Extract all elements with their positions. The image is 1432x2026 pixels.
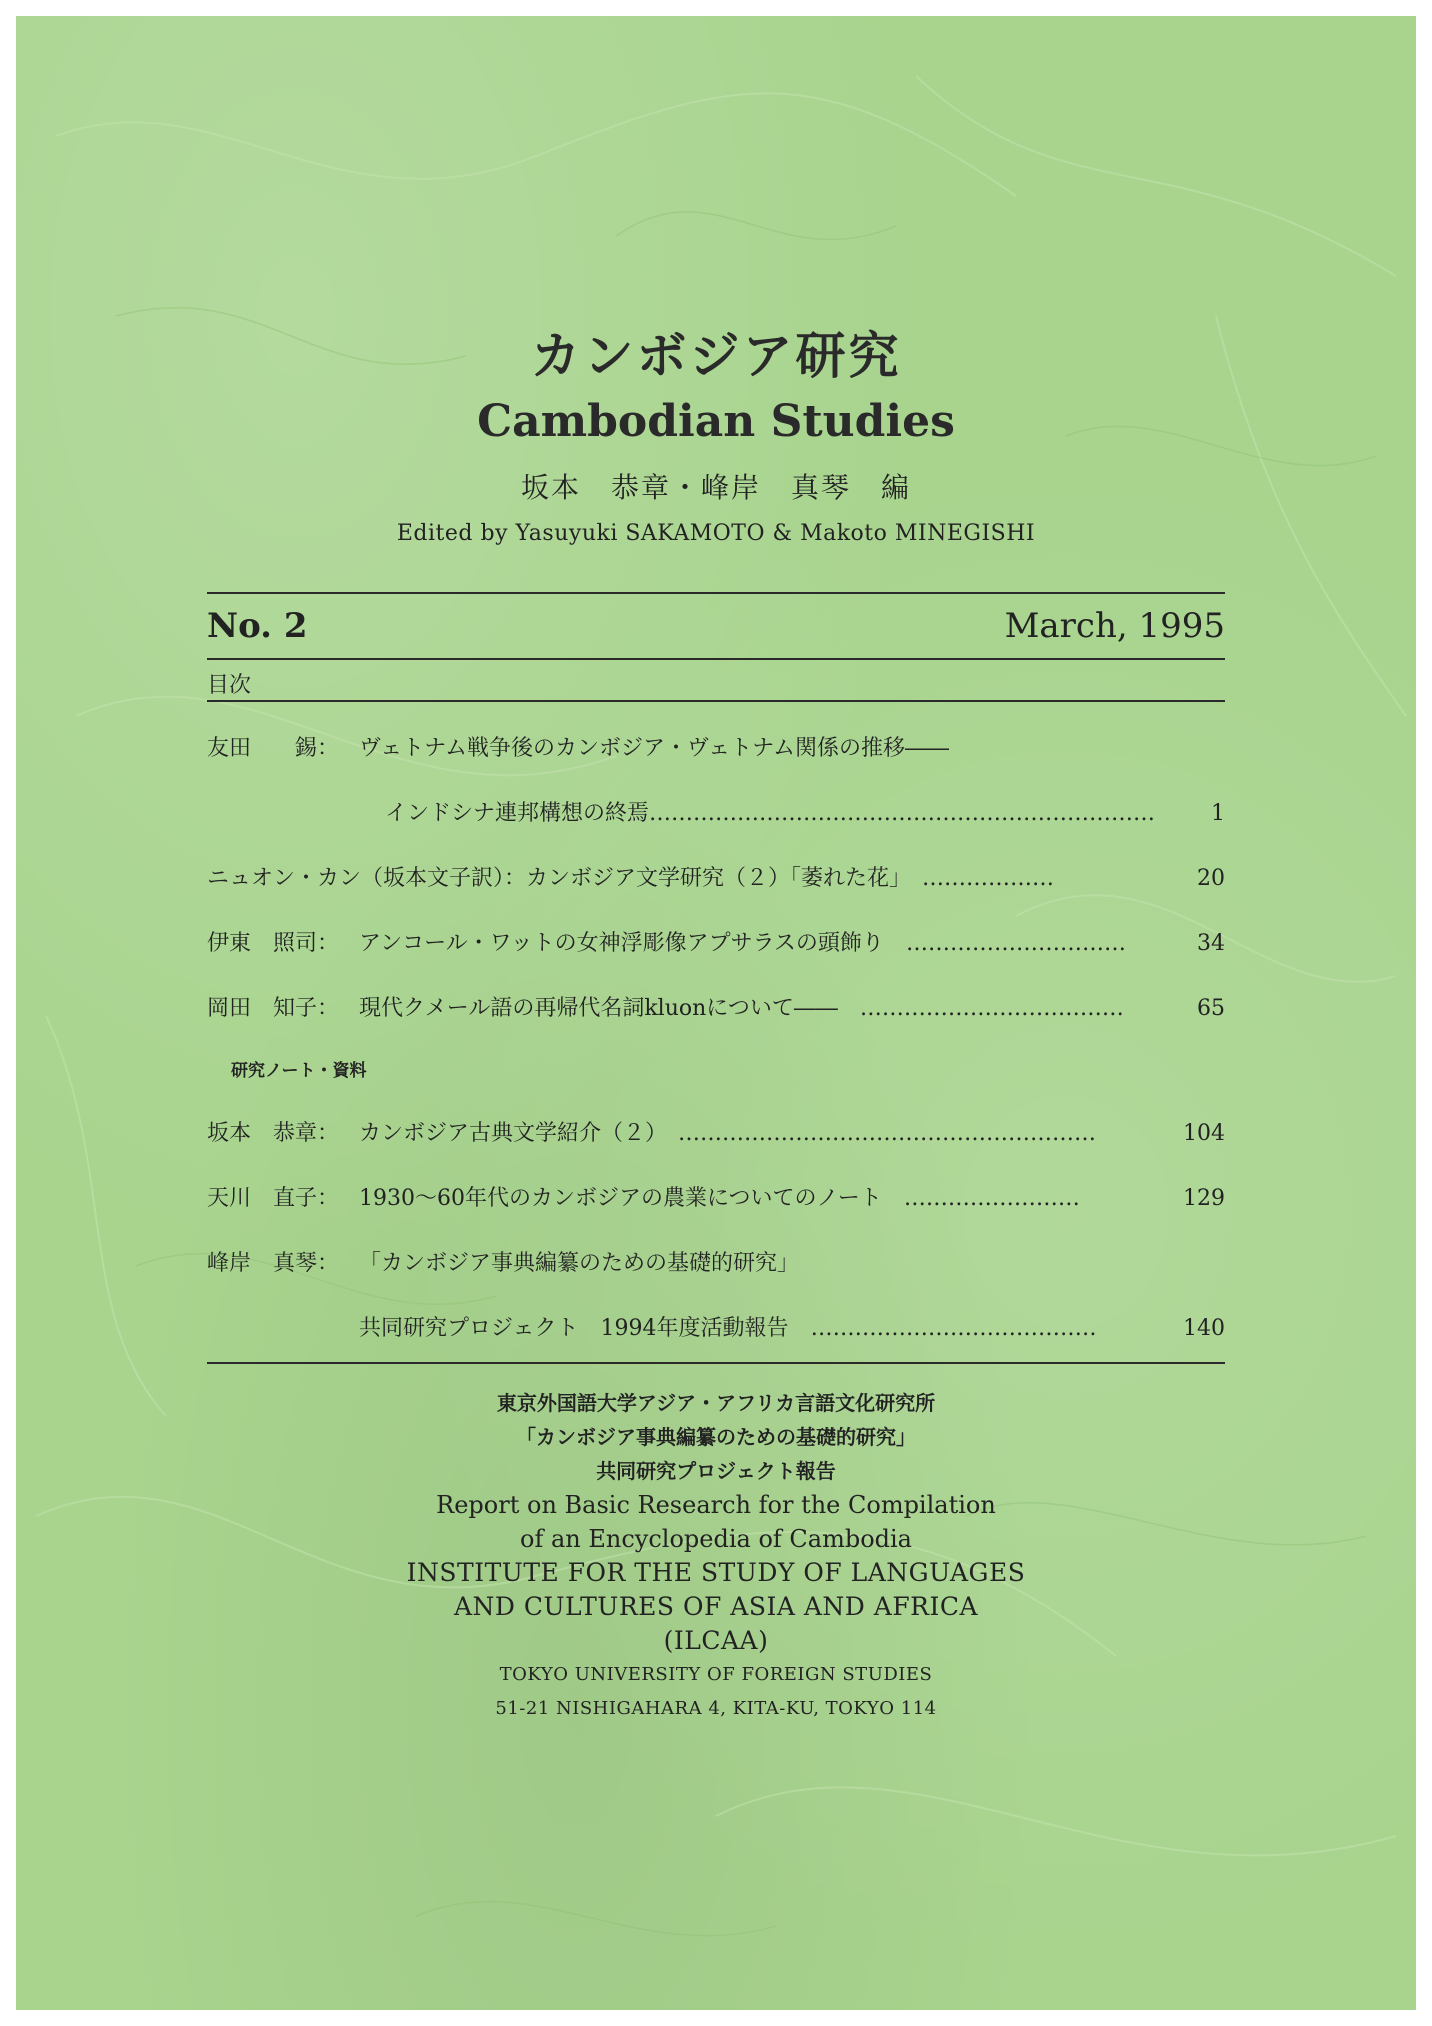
toc-title: カンボジア古典文学紹介（２） ………………………………………………… [359,1121,1097,1146]
issue-row [207,606,1225,656]
report-title-en-2: of an Encyclopedia of Cambodia [520,1525,912,1553]
report-label-ja: 共同研究プロジェクト報告 [596,1459,836,1483]
report-title-en-1: Report on Basic Research for the Compilation [436,1491,996,1519]
divider-issue [207,658,1225,660]
toc-author: 天川 直子： [207,1186,340,1211]
toc-entry [207,846,1225,911]
toc-title: インドシナ連邦構想の終焉…………………………………………………………… [385,801,1156,826]
toc-leader-dots: ……………………………… [859,996,1124,1021]
table-of-contents [207,716,1225,1361]
toc-section-heading [207,1041,1225,1101]
editors-english: Edited by Yasuyuki SAKAMOTO & Makoto MINEGISHI [396,521,1036,546]
university-name: TOKYO UNIVERSITY OF FOREIGN STUDIES [499,1664,933,1685]
divider-bottom [207,1362,1225,1364]
toc-author: 峰岸 真琴： [207,1251,340,1276]
toc-page: 1 [1211,801,1225,826]
publisher-block [16,1386,1416,1726]
toc-leader-dots: ………………………………… [810,1316,1097,1341]
toc-page: 104 [1183,1121,1225,1146]
toc-page: 140 [1183,1316,1225,1341]
toc-entry [207,1101,1225,1166]
toc-entry [207,1231,1225,1296]
toc-title: アンコール・ワットの女神浮彫像アプサラスの頭飾り ………………………… [359,931,1126,956]
toc-leader-dots: ……………… [922,866,1055,891]
divider-top [207,592,1225,594]
toc-heading: 目次 [207,673,252,698]
toc-page: 129 [1183,1186,1225,1211]
toc-entry [207,911,1225,976]
toc-title: 共同研究プロジェクト 1994年度活動報告 ………………………………… [359,1316,1097,1341]
institute-acronym: (ILCAA) [663,1626,769,1655]
toc-title: 1930～60年代のカンボジアの農業についてのノート …………………… [359,1186,1080,1211]
editors-japanese: 坂本 恭章・峰岸 真琴 編 [520,471,911,504]
toc-author: 坂本 恭章： [207,1121,340,1146]
toc-entry [207,1166,1225,1231]
toc-page: 20 [1197,866,1225,891]
toc-page: 65 [1197,996,1225,1021]
toc-entry [207,781,1225,846]
toc-title: ニュオン・カン（坂本文子訳）：カンボジア文学研究（２）「萎れた花」 ……………… [207,866,1055,891]
toc-leader-dots: ………………………… [905,931,1126,956]
divider-toc [207,700,1225,702]
institute-name-en-2: AND CULTURES OF ASIA AND AFRICA [453,1592,979,1621]
toc-leader-dots: …………………………………………………………… [649,801,1156,826]
journal-cover [16,16,1416,2010]
toc-page: 34 [1197,931,1225,956]
toc-author: 岡田 知子： [207,996,340,1021]
toc-leader-dots: …………………… [903,1186,1080,1211]
toc-entry [207,1296,1225,1361]
title-english: Cambodian Studies [477,396,955,447]
toc-author: 友田 錫： [207,736,340,761]
issue-number: No. 2 [207,606,308,646]
toc-leader-dots: ………………………………………………… [678,1121,1097,1146]
institute-name-ja: 東京外国語大学アジア・アフリカ言語文化研究所 [496,1391,936,1415]
toc-entry [207,976,1225,1041]
address: 51-21 NISHIGAHARA 4, KITA-KU, TOKYO 114 [495,1698,937,1719]
issue-date: March, 1995 [1004,606,1225,646]
project-name-ja: 「カンボジア事典編纂のための基礎的研究」 [516,1425,916,1449]
toc-title: 現代クメール語の再帰代名詞kluonについて―― ……………………………… [359,996,1124,1021]
toc-title: 「カンボジア事典編纂のための基礎的研究」 [359,1251,800,1276]
toc-title: ヴェトナム戦争後のカンボジア・ヴェトナム関係の推移―― [359,736,950,761]
toc-section-title: 研究ノート・資料 [231,1061,367,1081]
toc-entry [207,716,1225,781]
title-japanese: カンボジア研究 [530,327,902,385]
toc-author: 伊東 照司： [207,931,340,956]
institute-name-en-1: INSTITUTE FOR THE STUDY OF LANGUAGES [406,1558,1026,1587]
